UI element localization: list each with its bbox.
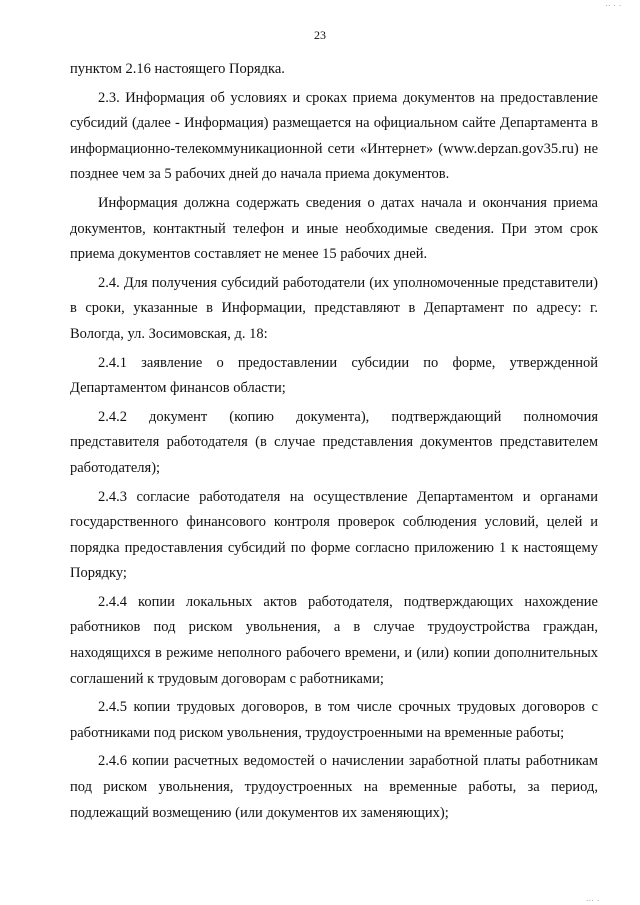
paragraph-continuation: пунктом 2.16 настоящего Порядка.	[70, 61, 285, 77]
scan-mark: ... .	[586, 895, 600, 903]
paragraph-2-4-2: 2.4.2 документ (копию документа), подтверждающий полномочия представителя работодателя (в случае представления документов представителем работодателя);	[70, 408, 598, 476]
paragraph-2-4-5: 2.4.5 копии трудовых договоров, в том числе срочных трудовых договоров с работниками под риском увольнения, трудоустроенными на временные работы;	[70, 699, 598, 741]
document-body	[70, 57, 598, 829]
paragraph-2-4: 2.4. Для получения субсидий работодатели (их уполномоченные представители) в сроки, указанные в Информации, представляют в Департамент по адресу: г. Вологда, ул. Зосимовская, д. 18:	[70, 274, 598, 342]
paragraph-2-4-1: 2.4.1 заявление о предоставлении субсидии по форме, утвержденной Департаментом финансов области;	[70, 354, 598, 397]
paragraph-2-4-4: 2.4.4 копии локальных актов работодателя, подтверждающих нахождение работников под риском увольнения, а в случае трудоустройства граждан, находящихся в режиме неполного рабочего времени, и (или) копии дополнительных соглашений к трудовым договорам с работниками;	[70, 593, 598, 687]
paragraph-2-4-6: 2.4.6 копии расчетных ведомостей о начислении заработной платы работникам под риском увольнения, трудоустроенных на временные работы, за период, подлежащий возмещению (или документов их заменяющих);	[70, 753, 598, 821]
scan-mark: .. . .	[605, 0, 622, 8]
paragraph-information-content: Информация должна содержать сведения о датах начала и окончания приема документов, контактный телефон и иные необходимые сведения. При этом срок приема документов составляет не менее 15 рабочих дней.	[70, 194, 598, 263]
page-number: 23	[314, 28, 326, 42]
paragraph-2-3: 2.3. Информация об условиях и сроках приема документов на предоставление субсидий (далее - Информация) размещается на официальном сайте Департамента в информационно-телекоммуникационной сети «Интернет» (www.depzan.gov35.ru) не позднее чем за 5 рабочих дней до начала приема документов.	[70, 89, 598, 183]
paragraph-2-4-3: 2.4.3 согласие работодателя на осуществление Департаментом и органами государственного финансового контроля проверок соблюдения условий, целей и порядка предоставления субсидий по форме согласно приложению 1 к настоящему Порядку;	[70, 488, 598, 582]
